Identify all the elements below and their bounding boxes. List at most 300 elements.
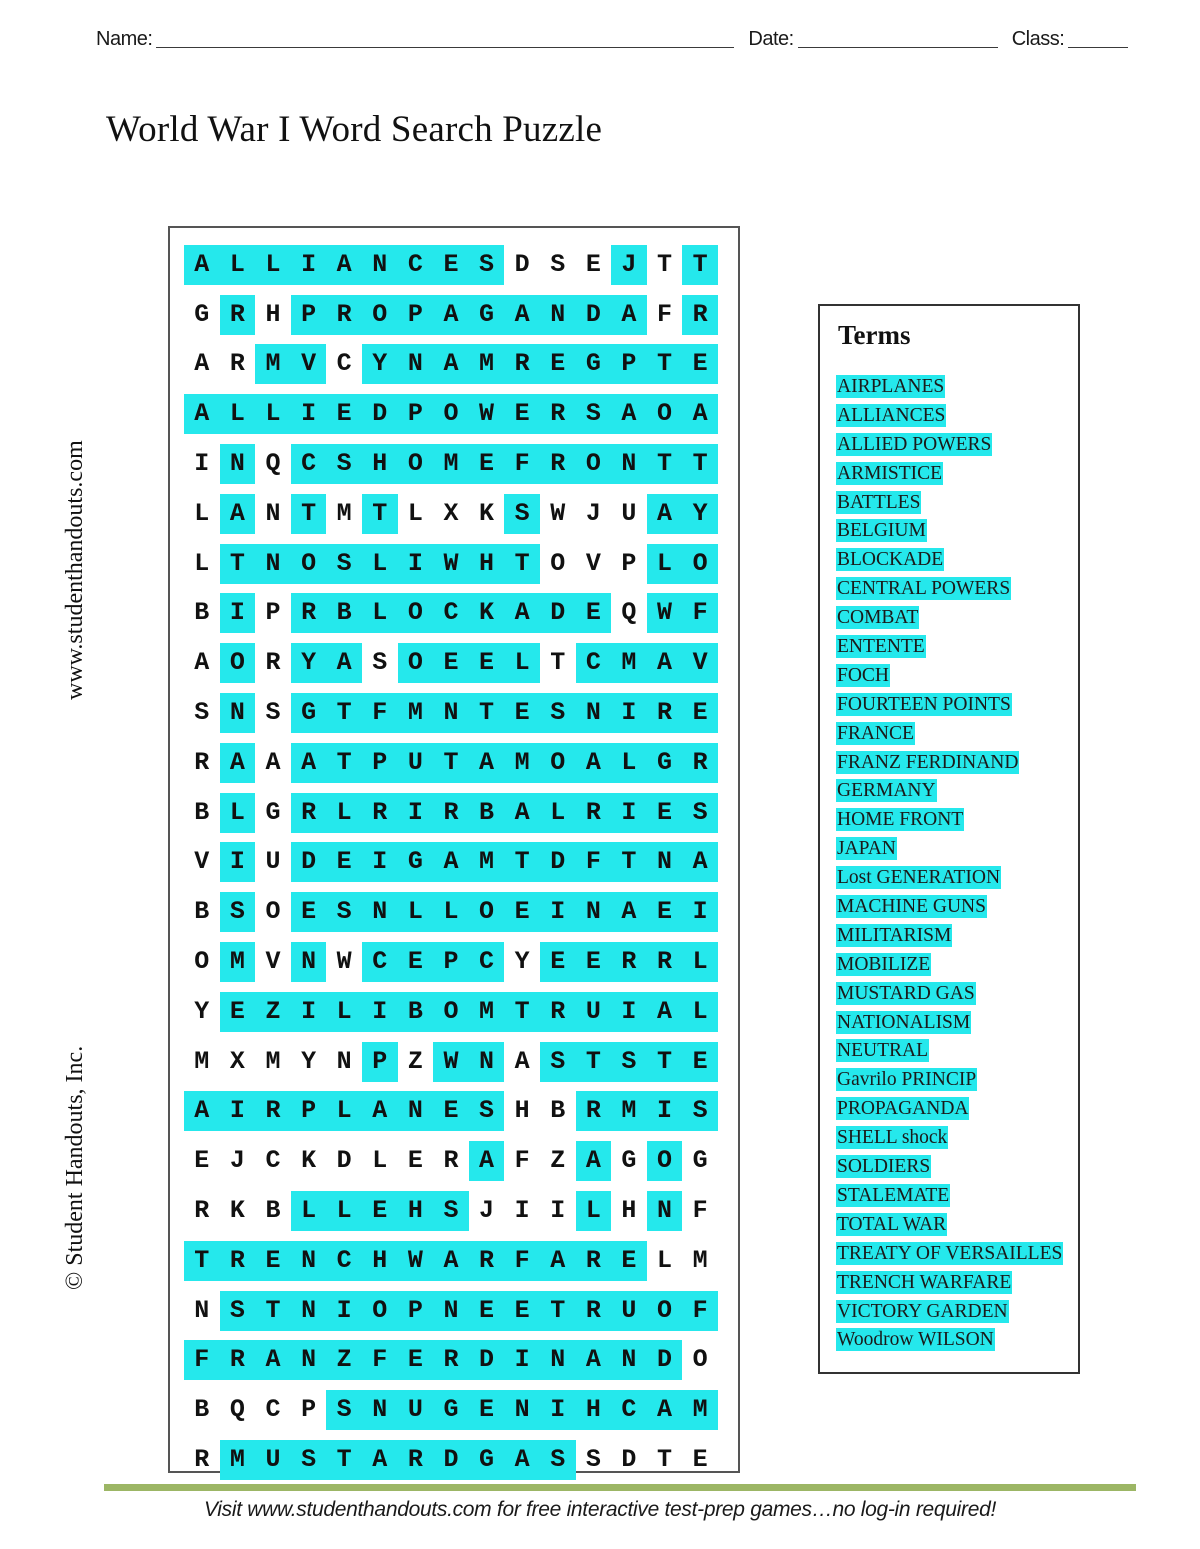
grid-cell[interactable]: E [469,1390,505,1430]
grid-cell[interactable]: G [291,693,327,733]
grid-cell[interactable]: L [682,992,718,1032]
grid-cell[interactable]: A [504,295,540,335]
grid-cell[interactable]: E [398,1340,434,1380]
grid-cell[interactable]: U [265,847,281,877]
grid-cell[interactable]: L [291,1191,327,1231]
grid-cell[interactable]: M [255,344,291,384]
grid-cell[interactable]: A [611,394,647,434]
grid-cell[interactable]: N [265,498,281,528]
grid-cell[interactable]: R [540,444,576,484]
grid-cell[interactable]: D [514,249,530,279]
term-item[interactable] [836,1066,1078,1095]
grid-cell[interactable]: W [433,544,469,584]
grid-cell[interactable]: A [255,1340,291,1380]
term-item[interactable] [836,1240,1078,1269]
grid-cell[interactable]: S [220,1291,256,1331]
grid-cell[interactable]: D [540,593,576,633]
grid-cell[interactable]: P [398,295,434,335]
grid-cell[interactable]: L [326,793,362,833]
grid-cell[interactable]: E [540,344,576,384]
grid-cell[interactable]: R [682,743,718,783]
grid-cell[interactable]: S [576,394,612,434]
term-item[interactable] [836,893,1078,922]
grid-cell[interactable]: T [326,1440,362,1480]
grid-cell[interactable]: O [647,1141,683,1181]
grid-cell[interactable]: E [504,693,540,733]
grid-cell[interactable]: M [265,1046,281,1076]
grid-cell[interactable]: D [336,1146,352,1176]
grid-cell[interactable]: I [326,1291,362,1331]
grid-cell[interactable]: N [611,444,647,484]
grid-cell[interactable]: T [326,743,362,783]
grid-cell[interactable]: A [184,245,220,285]
grid-cell[interactable]: T [469,693,505,733]
grid-cell[interactable]: A [433,842,469,882]
grid-cell[interactable]: V [585,548,601,578]
grid-cell[interactable]: R [611,942,647,982]
grid-cell[interactable]: W [647,593,683,633]
grid-cell[interactable]: S [682,1091,718,1131]
grid-cell[interactable]: C [265,1146,281,1176]
grid-cell[interactable]: K [229,1196,245,1226]
grid-cell[interactable]: O [682,544,718,584]
grid-cell[interactable]: P [291,295,327,335]
grid-cell[interactable]: O [540,743,576,783]
grid-cell[interactable]: L [433,892,469,932]
grid-cell[interactable]: X [443,498,459,528]
term-item[interactable] [836,1211,1078,1240]
grid-cell[interactable]: D [621,1445,637,1475]
grid-cell[interactable]: A [647,494,683,534]
grid-cell[interactable]: I [398,793,434,833]
grid-cell[interactable]: S [326,892,362,932]
grid-cell[interactable]: E [469,1291,505,1331]
term-item[interactable] [836,980,1078,1009]
grid-cell[interactable]: N [611,1340,647,1380]
grid-cell[interactable]: E [291,892,327,932]
grid-cell[interactable]: H [398,1191,434,1231]
grid-cell[interactable]: E [647,793,683,833]
grid-cell[interactable]: L [657,1245,673,1275]
grid-cell[interactable]: H [469,544,505,584]
grid-cell[interactable]: S [611,1042,647,1082]
grid-cell[interactable]: E [433,643,469,683]
grid-cell[interactable]: Q [621,598,637,628]
grid-cell[interactable]: A [504,1440,540,1480]
grid-cell[interactable]: Z [550,1146,566,1176]
grid-cell[interactable]: P [362,1042,398,1082]
term-item[interactable] [836,373,1078,402]
grid-cell[interactable]: I [550,1196,566,1226]
grid-cell[interactable]: R [576,1241,612,1281]
grid-cell[interactable]: N [398,1091,434,1131]
grid-cell[interactable]: A [326,643,362,683]
term-item[interactable] [836,662,1078,691]
grid-cell[interactable]: N [433,693,469,733]
grid-cell[interactable]: C [291,444,327,484]
grid-cell[interactable]: E [398,942,434,982]
grid-cell[interactable]: B [194,897,210,927]
grid-cell[interactable]: E [255,1241,291,1281]
grid-cell[interactable]: M [433,444,469,484]
grid-cell[interactable]: N [398,344,434,384]
grid-cell[interactable]: S [326,544,362,584]
term-item[interactable] [836,517,1078,546]
grid-cell[interactable]: M [194,1046,210,1076]
grid-cell[interactable]: I [611,992,647,1032]
grid-cell[interactable]: A [184,394,220,434]
grid-cell[interactable]: W [550,498,566,528]
grid-cell[interactable]: T [184,1241,220,1281]
grid-cell[interactable]: M [682,1390,718,1430]
grid-cell[interactable]: J [479,1196,495,1226]
grid-cell[interactable]: W [433,1042,469,1082]
term-item[interactable] [836,777,1078,806]
grid-cell[interactable]: F [682,593,718,633]
grid-cell[interactable]: P [433,942,469,982]
grid-cell[interactable]: E [647,892,683,932]
grid-cell[interactable]: F [362,1340,398,1380]
grid-cell[interactable]: L [255,394,291,434]
grid-cell[interactable]: R [682,295,718,335]
grid-cell[interactable]: L [407,498,423,528]
grid-cell[interactable]: E [433,1091,469,1131]
grid-cell[interactable]: D [469,1340,505,1380]
grid-cell[interactable]: G [433,1390,469,1430]
grid-cell[interactable]: E [407,1146,423,1176]
grid-cell[interactable]: O [398,593,434,633]
grid-cell[interactable]: P [265,598,281,628]
grid-cell[interactable]: T [504,992,540,1032]
grid-cell[interactable]: U [255,1440,291,1480]
grid-cell[interactable]: I [504,1340,540,1380]
grid-cell[interactable]: H [576,1390,612,1430]
grid-cell[interactable]: H [362,444,398,484]
grid-cell[interactable]: V [194,847,210,877]
grid-cell[interactable]: A [433,1241,469,1281]
term-item[interactable] [836,431,1078,460]
grid-cell[interactable]: H [621,1196,637,1226]
grid-cell[interactable]: T [647,344,683,384]
grid-cell[interactable]: N [291,1291,327,1331]
grid-cell[interactable]: N [194,1295,210,1325]
grid-cell[interactable]: P [611,344,647,384]
grid-cell[interactable]: E [682,344,718,384]
grid-cell[interactable]: C [362,942,398,982]
grid-cell[interactable]: I [362,842,398,882]
grid-cell[interactable]: Y [514,947,530,977]
grid-cell[interactable]: M [469,344,505,384]
grid-cell[interactable]: O [647,394,683,434]
grid-cell[interactable]: N [291,1241,327,1281]
grid-cell[interactable]: P [621,548,637,578]
term-item[interactable] [836,1298,1078,1327]
grid-cell[interactable]: E [469,444,505,484]
grid-cell[interactable]: N [362,245,398,285]
grid-cell[interactable]: E [504,892,540,932]
grid-cell[interactable]: R [229,349,245,379]
grid-cell[interactable]: I [540,892,576,932]
grid-cell[interactable]: U [576,992,612,1032]
grid-cell[interactable]: E [504,394,540,434]
grid-cell[interactable]: A [265,747,281,777]
grid-cell[interactable]: O [291,544,327,584]
grid-cell[interactable]: W [469,394,505,434]
grid-cell[interactable]: B [194,1395,210,1425]
grid-cell[interactable]: N [291,942,327,982]
grid-cell[interactable]: C [469,942,505,982]
grid-cell[interactable]: Y [301,1046,317,1076]
grid-cell[interactable]: M [611,643,647,683]
grid-cell[interactable]: S [540,693,576,733]
grid-cell[interactable]: E [469,643,505,683]
grid-cell[interactable]: R [220,295,256,335]
grid-cell[interactable]: M [469,842,505,882]
grid-cell[interactable]: F [504,1241,540,1281]
grid-cell[interactable]: I [647,1091,683,1131]
term-item[interactable] [836,1182,1078,1211]
grid-cell[interactable]: I [220,1091,256,1131]
grid-cell[interactable]: S [220,892,256,932]
grid-cell[interactable]: M [220,1440,256,1480]
grid-cell[interactable]: G [576,344,612,384]
grid-cell[interactable]: I [220,593,256,633]
grid-cell[interactable]: N [540,1340,576,1380]
grid-cell[interactable]: G [647,743,683,783]
grid-cell[interactable]: K [469,593,505,633]
grid-cell[interactable]: B [398,992,434,1032]
grid-cell[interactable]: T [682,444,718,484]
grid-cell[interactable]: E [362,1191,398,1231]
grid-cell[interactable]: N [255,544,291,584]
grid-cell[interactable]: S [682,793,718,833]
grid-cell[interactable]: D [576,295,612,335]
grid-cell[interactable]: R [255,1091,291,1131]
grid-cell[interactable]: L [611,743,647,783]
grid-cell[interactable]: A [194,349,210,379]
grid-cell[interactable]: R [576,1091,612,1131]
grid-cell[interactable]: R [220,1340,256,1380]
grid-cell[interactable]: N [433,1291,469,1331]
grid-cell[interactable]: R [220,1241,256,1281]
grid-cell[interactable]: D [362,394,398,434]
grid-cell[interactable]: R [265,648,281,678]
grid-cell[interactable]: E [220,992,256,1032]
grid-cell[interactable]: O [647,1291,683,1331]
grid-cell[interactable]: T [657,1445,673,1475]
grid-cell[interactable]: M [692,1245,708,1275]
grid-cell[interactable]: C [398,245,434,285]
grid-cell[interactable]: I [611,693,647,733]
grid-cell[interactable]: P [362,743,398,783]
grid-cell[interactable]: Z [255,992,291,1032]
grid-cell[interactable]: L [682,942,718,982]
grid-cell[interactable]: S [326,1390,362,1430]
grid-cell[interactable]: A [220,494,256,534]
grid-cell[interactable]: N [220,444,256,484]
grid-cell[interactable]: A [647,992,683,1032]
grid-cell[interactable]: L [255,245,291,285]
grid-cell[interactable]: Y [194,996,210,1026]
grid-cell[interactable]: P [291,1091,327,1131]
grid-cell[interactable]: A [194,648,210,678]
grid-cell[interactable]: A [504,793,540,833]
grid-cell[interactable]: U [611,1291,647,1331]
grid-cell[interactable]: N [220,693,256,733]
grid-cell[interactable]: U [398,743,434,783]
grid-cell[interactable]: A [433,344,469,384]
grid-cell[interactable]: T [657,249,673,279]
grid-cell[interactable]: I [291,992,327,1032]
grid-cell[interactable]: G [265,797,281,827]
grid-cell[interactable]: A [469,743,505,783]
grid-cell[interactable]: E [576,593,612,633]
grid-cell[interactable]: O [469,892,505,932]
term-item[interactable] [836,460,1078,489]
grid-cell[interactable]: I [611,793,647,833]
grid-cell[interactable]: O [362,295,398,335]
grid-cell[interactable]: N [576,892,612,932]
grid-cell[interactable]: R [291,593,327,633]
grid-cell[interactable]: N [362,892,398,932]
grid-cell[interactable]: L [220,793,256,833]
term-item[interactable] [836,922,1078,951]
grid-cell[interactable]: I [514,1196,530,1226]
grid-cell[interactable]: G [621,1146,637,1176]
grid-cell[interactable]: L [372,1146,388,1176]
grid-cell[interactable]: V [291,344,327,384]
term-item[interactable] [836,546,1078,575]
term-item[interactable] [836,691,1078,720]
grid-cell[interactable]: N [647,1191,683,1231]
grid-cell[interactable]: O [362,1291,398,1331]
term-item[interactable] [836,806,1078,835]
grid-cell[interactable]: S [540,1042,576,1082]
grid-cell[interactable]: X [229,1046,245,1076]
grid-cell[interactable]: G [469,1440,505,1480]
grid-cell[interactable]: R [194,1196,210,1226]
term-item[interactable] [836,1009,1078,1038]
grid-cell[interactable]: H [265,299,281,329]
grid-cell[interactable]: A [647,643,683,683]
grid-cell[interactable]: N [362,1390,398,1430]
grid-cell[interactable]: B [194,598,210,628]
grid-cell[interactable]: E [326,394,362,434]
grid-cell[interactable]: L [326,1091,362,1131]
name-blank-line[interactable] [156,28,734,48]
grid-cell[interactable]: G [469,295,505,335]
grid-cell[interactable]: C [433,593,469,633]
grid-cell[interactable]: R [433,1340,469,1380]
grid-cell[interactable]: D [433,1440,469,1480]
grid-cell[interactable]: T [647,1042,683,1082]
grid-cell[interactable]: S [469,245,505,285]
grid-cell[interactable]: E [682,693,718,733]
grid-cell[interactable]: N [336,1046,352,1076]
grid-cell[interactable]: Y [362,344,398,384]
grid-cell[interactable]: E [433,245,469,285]
grid-cell[interactable]: R [504,344,540,384]
term-item[interactable] [836,575,1078,604]
grid-cell[interactable]: P [398,1291,434,1331]
grid-cell[interactable]: S [504,494,540,534]
grid-cell[interactable]: T [540,1291,576,1331]
grid-cell[interactable]: A [362,1440,398,1480]
grid-cell[interactable]: T [682,245,718,285]
grid-cell[interactable]: O [433,992,469,1032]
grid-cell[interactable]: C [611,1390,647,1430]
class-blank-line[interactable] [1068,28,1128,48]
grid-cell[interactable]: T [362,494,398,534]
grid-cell[interactable]: B [265,1196,281,1226]
grid-cell[interactable]: E [692,1445,708,1475]
grid-cell[interactable]: I [540,1390,576,1430]
grid-cell[interactable]: E [194,1146,210,1176]
grid-cell[interactable]: A [611,892,647,932]
term-item[interactable] [836,749,1078,778]
grid-cell[interactable]: L [326,992,362,1032]
grid-cell[interactable]: E [576,942,612,982]
grid-cell[interactable]: R [443,1146,459,1176]
grid-cell[interactable]: L [362,544,398,584]
grid-cell[interactable]: P [301,1395,317,1425]
grid-cell[interactable]: J [611,245,647,285]
grid-cell[interactable]: A [647,1390,683,1430]
grid-cell[interactable]: G [692,1146,708,1176]
grid-cell[interactable]: F [657,299,673,329]
grid-cell[interactable]: A [220,743,256,783]
grid-cell[interactable]: N [576,693,612,733]
term-item[interactable] [836,1269,1078,1298]
grid-cell[interactable]: N [647,842,683,882]
grid-cell[interactable]: C [326,1241,362,1281]
grid-cell[interactable]: L [576,1191,612,1231]
grid-cell[interactable]: V [682,643,718,683]
grid-cell[interactable]: W [398,1241,434,1281]
grid-cell[interactable]: T [291,494,327,534]
grid-cell[interactable]: S [372,648,388,678]
grid-cell[interactable]: R [469,1241,505,1281]
grid-cell[interactable]: T [255,1291,291,1331]
grid-cell[interactable]: L [362,593,398,633]
term-item[interactable] [836,720,1078,749]
grid-cell[interactable]: R [194,747,210,777]
grid-cell[interactable]: L [540,793,576,833]
grid-cell[interactable]: R [194,1445,210,1475]
grid-cell[interactable]: R [647,942,683,982]
grid-cell[interactable]: I [398,544,434,584]
grid-cell[interactable]: A [291,743,327,783]
grid-cell[interactable]: A [611,295,647,335]
grid-cell[interactable]: O [433,394,469,434]
grid-cell[interactable]: O [194,947,210,977]
grid-cell[interactable]: B [194,797,210,827]
grid-cell[interactable]: S [469,1091,505,1131]
grid-cell[interactable]: O [265,897,281,927]
grid-cell[interactable]: W [336,947,352,977]
grid-cell[interactable]: R [433,793,469,833]
grid-cell[interactable]: F [692,1196,708,1226]
grid-cell[interactable]: E [326,842,362,882]
grid-cell[interactable]: S [291,1440,327,1480]
term-item[interactable] [836,1037,1078,1066]
grid-cell[interactable]: L [220,245,256,285]
grid-cell[interactable]: D [291,842,327,882]
grid-cell[interactable]: N [291,1340,327,1380]
term-item[interactable] [836,1124,1078,1153]
grid-cell[interactable]: R [398,1440,434,1480]
grid-cell[interactable]: A [576,1141,612,1181]
